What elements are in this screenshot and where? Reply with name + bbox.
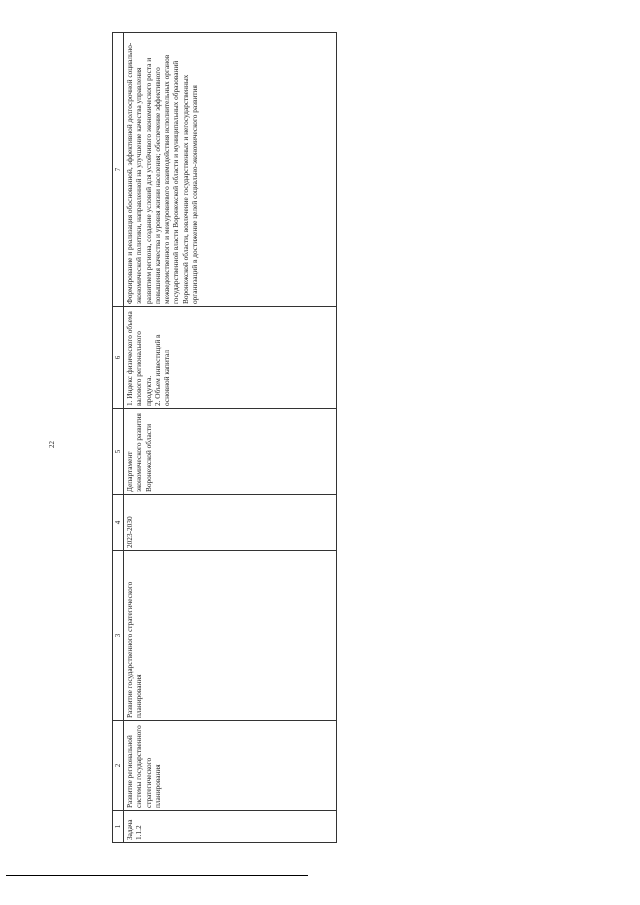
footer-divider [6, 875, 308, 876]
task-number-cell: Задача 1.1.2 [124, 811, 337, 843]
task-name-cell: Развитие региональной системы государственного стратегического планирования [124, 721, 337, 811]
program-table [112, 32, 337, 843]
header-col-1: 1 [113, 811, 124, 843]
header-col-2: 2 [113, 721, 124, 811]
executor-cell: Департамент экономического развития Воронежской области [124, 409, 337, 495]
table-row [124, 33, 337, 843]
header-col-4: 4 [113, 495, 124, 551]
indicators-cell [124, 307, 337, 409]
indicator-1: 1. Индекс физического объема валового регионального продукта. [125, 311, 153, 406]
header-col-5: 5 [113, 409, 124, 495]
indicator-2: 2. Объем инвестиций в основной капитал [152, 334, 172, 406]
measure-cell: Развитие государственного стратегического планирования [124, 551, 337, 721]
expected-results-cell: Формирование и реализация обоснованной, эффективной долгосрочной социально-экономической политики, направленной на улучшение качества управления развитием региона, создание условий для устойчивого экономического роста и повышения качества и уровня жизни населения; обеспечение эффективного межведомственного и межуровневого взаимодействия исполнительных органов государственной власти Воронежской области и муниципальных образований Воронежской области, вовлечение государственных и негосударственных организаций в достижение целей социально-экономического развития [124, 33, 337, 307]
header-row [113, 33, 124, 843]
rotated-table-wrapper [112, 42, 337, 843]
period-cell: 2023-2030 [124, 495, 337, 551]
header-col-7: 7 [113, 33, 124, 307]
page-number: 22 [48, 441, 56, 448]
header-col-3: 3 [113, 551, 124, 721]
header-col-6: 6 [113, 307, 124, 409]
